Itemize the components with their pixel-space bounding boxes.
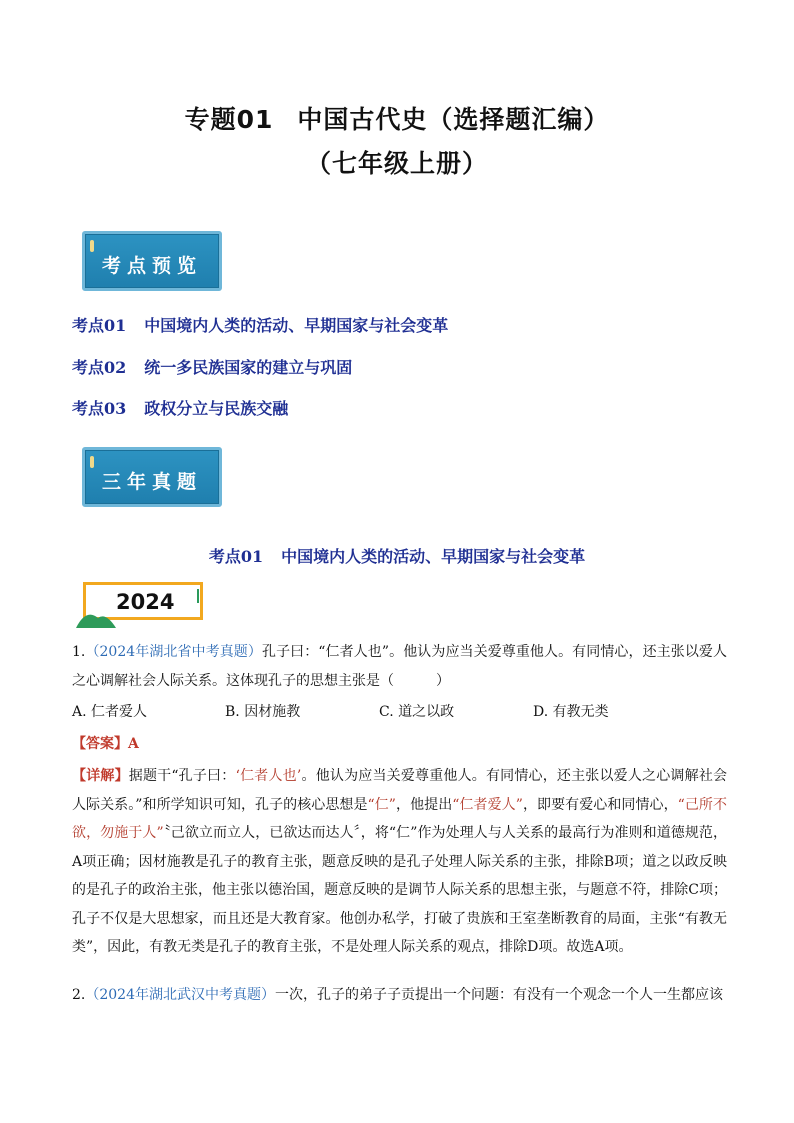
year-badge-text: 2024: [116, 590, 175, 614]
page-title: [0, 100, 794, 136]
detail-highlight: “仁者爱人”: [452, 796, 523, 813]
answer-value: A: [128, 736, 139, 752]
kaodian-item-3: [72, 396, 288, 419]
option-d: D. 有教无类: [533, 704, 609, 720]
question-1-detail: [72, 762, 727, 962]
detail-highlight: “己所不欲，勿施于人”: [72, 796, 727, 841]
badge-mark-icon: [197, 589, 199, 603]
preview-banner-label: 考点预览: [101, 255, 202, 277]
section-label: 考点01: [208, 547, 264, 566]
kaodian-text: 统一多民族国家的建立与巩固: [144, 358, 353, 377]
hill-icon: [76, 606, 116, 628]
section-text: 中国境内人类的活动、早期国家与社会变革: [281, 547, 586, 566]
detail-text: 。他认为应当关爱尊重他人。有同情心，还主张以爱人之心调解社会人际关系。”和所学知识可知，孔子的核心思想是: [72, 768, 728, 813]
question-source: （2024年湖北武汉中考真题）: [85, 987, 275, 1003]
three-years-banner-label: 三年真题: [101, 471, 202, 493]
question-text: 孔子曰：“仁者人也”。他认为应当关爱尊重他人。有同情心，还主张以爱人之心调解社会人际关系。这体现孔子的思想主张是（ ）: [72, 644, 728, 689]
option-a: A. 仁者爱人: [72, 704, 148, 720]
detail-highlight: ‘仁者人也’: [235, 768, 302, 784]
detail-highlight: “仁”: [367, 796, 396, 813]
detail-text: ，他提出: [395, 796, 453, 813]
question-source: （2024年湖北省中考真题）: [85, 644, 262, 660]
question-number: 2.: [72, 987, 86, 1003]
detail-tag: 【详解】: [72, 768, 129, 784]
question-1-answer: [72, 733, 139, 753]
question-number: 1.: [72, 644, 86, 660]
section-heading: [0, 544, 794, 567]
question-1-options: [72, 701, 732, 729]
kaodian-label: 考点02: [72, 358, 127, 377]
question-text: 一次，孔子的弟子子贡提出一个问题：有没有一个观念一个人一生都应该: [275, 987, 723, 1003]
detail-text: 据题干“孔子曰：: [128, 768, 236, 784]
kaodian-item-1: [72, 313, 448, 336]
answer-tag: 【答案】: [72, 736, 128, 752]
question-1-stem: [72, 638, 727, 695]
option-c: C. 道之以政: [379, 704, 455, 720]
kaodian-text: 中国境内人类的活动、早期国家与社会变革: [144, 316, 449, 335]
detail-text: ，即要有爱心和同情心，: [522, 796, 678, 813]
detail-text: 〝己欲立而立人，已欲达而达人〞，将“仁”作为处理人与人关系的最高行为准则和道德规范，A项正确；因材施教是孔子的教育主张，题意反映的是孔子处理人际关系的主张，排除B项；道之以政反映的是孔子的政治主张，他主张以德治国，题意反映的是调节人际关系的思想主张，与题意不符，排除C项；孔子不仅是大思想家，而且还是大教育家。他创办私学，打破了贵族和王室垄断教育的局面，主张“有教无类”，因此，有教无类是孔子的教育主张，不是处理人际关系的观点，排除D项。故选A项。: [72, 825, 727, 955]
question-2-stem: [72, 981, 727, 1010]
preview-banner: [82, 231, 222, 291]
title-number: 专题01: [184, 105, 274, 134]
kaodian-item-2: [72, 355, 352, 378]
option-b: B. 因材施教: [225, 704, 301, 720]
page-subtitle: （七年级上册）: [305, 149, 488, 178]
title-text: 中国古代史（选择题汇编）: [297, 105, 610, 134]
kaodian-label: 考点03: [72, 399, 127, 418]
kaodian-text: 政权分立与民族交融: [144, 399, 289, 418]
three-years-banner: [82, 447, 222, 507]
kaodian-label: 考点01: [72, 316, 127, 335]
